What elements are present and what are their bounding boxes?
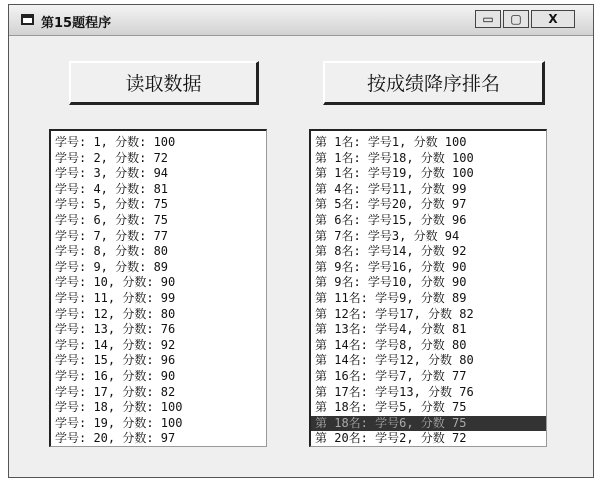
list-item[interactable]: 学号: 18, 分数: 100 bbox=[55, 400, 183, 415]
list-item[interactable]: 第 4名: 学号11, 分数 99 bbox=[315, 181, 467, 196]
maximize-button[interactable]: ▢ bbox=[503, 10, 529, 28]
list-item[interactable]: 第 1名: 学号19, 分数 100 bbox=[315, 166, 474, 181]
list-item[interactable]: 学号: 3, 分数: 94 bbox=[55, 166, 169, 181]
list-item[interactable]: 学号: 15, 分数: 96 bbox=[55, 353, 176, 368]
list-item[interactable]: 学号: 11, 分数: 99 bbox=[55, 290, 176, 305]
list-item[interactable]: 学号: 5, 分数: 75 bbox=[55, 197, 169, 212]
raw-scores-listbox[interactable] bbox=[49, 129, 267, 447]
list-item[interactable]: 第 14名: 学号12, 分数 80 bbox=[315, 353, 474, 368]
list-item[interactable]: 第 12名: 学号17, 分数 82 bbox=[315, 306, 474, 321]
list-item[interactable]: 学号: 20, 分数: 97 bbox=[55, 431, 176, 446]
read-data-button[interactable]: 读取数据 bbox=[69, 61, 259, 105]
list-item[interactable]: 学号: 16, 分数: 90 bbox=[55, 368, 176, 383]
window-title: 第15题程序 bbox=[41, 16, 112, 31]
list-item[interactable]: 第 7名: 学号3, 分数 94 bbox=[315, 228, 460, 243]
list-item[interactable]: 学号: 13, 分数: 76 bbox=[55, 322, 176, 337]
main-window bbox=[8, 4, 594, 478]
list-item[interactable]: 学号: 14, 分数: 92 bbox=[55, 337, 176, 352]
sort-descending-button[interactable]: 按成绩降序排名 bbox=[323, 61, 545, 105]
list-item[interactable]: 第 18名: 学号5, 分数 75 bbox=[315, 400, 467, 415]
list-item[interactable]: 学号: 8, 分数: 80 bbox=[55, 244, 169, 259]
list-item[interactable]: 第 6名: 学号15, 分数 96 bbox=[315, 212, 467, 227]
list-item[interactable]: 第 18名: 学号6, 分数 75 bbox=[311, 416, 546, 432]
minimize-button[interactable]: ▭ bbox=[475, 10, 501, 28]
list-item[interactable]: 第 5名: 学号20, 分数 97 bbox=[315, 197, 467, 212]
list-item[interactable]: 第 17名: 学号13, 分数 76 bbox=[315, 384, 474, 399]
title-bar[interactable] bbox=[9, 5, 593, 36]
list-item[interactable]: 学号: 7, 分数: 77 bbox=[55, 228, 169, 243]
list-item[interactable]: 学号: 6, 分数: 75 bbox=[55, 212, 169, 227]
list-item[interactable]: 第 9名: 学号16, 分数 90 bbox=[315, 259, 467, 274]
list-item[interactable]: 学号: 4, 分数: 81 bbox=[55, 181, 169, 196]
list-item[interactable]: 第 14名: 学号8, 分数 80 bbox=[315, 337, 467, 352]
list-item[interactable]: 第 11名: 学号9, 分数 89 bbox=[315, 290, 467, 305]
list-item[interactable]: 学号: 12, 分数: 80 bbox=[55, 306, 176, 321]
list-item[interactable]: 第 13名: 学号4, 分数 81 bbox=[315, 322, 467, 337]
list-item[interactable]: 学号: 2, 分数: 72 bbox=[55, 150, 169, 165]
list-item[interactable]: 学号: 17, 分数: 82 bbox=[55, 384, 176, 399]
ranked-scores-listbox[interactable] bbox=[309, 129, 547, 447]
app-window-icon bbox=[21, 14, 34, 25]
list-item[interactable]: 第 8名: 学号14, 分数 92 bbox=[315, 244, 467, 259]
list-item[interactable]: 第 1名: 学号18, 分数 100 bbox=[315, 150, 474, 165]
list-item[interactable]: 第 16名: 学号7, 分数 77 bbox=[315, 368, 467, 383]
close-button[interactable]: X bbox=[531, 10, 575, 28]
list-item[interactable]: 第 20名: 学号2, 分数 72 bbox=[315, 431, 467, 446]
list-item[interactable]: 学号: 9, 分数: 89 bbox=[55, 259, 169, 274]
list-item[interactable]: 第 9名: 学号10, 分数 90 bbox=[315, 275, 467, 290]
list-item[interactable]: 学号: 1, 分数: 100 bbox=[55, 135, 176, 149]
list-item[interactable]: 学号: 19, 分数: 100 bbox=[55, 415, 183, 430]
list-item[interactable]: 学号: 10, 分数: 90 bbox=[55, 275, 176, 290]
list-item[interactable]: 第 1名: 学号1, 分数 100 bbox=[315, 135, 467, 149]
